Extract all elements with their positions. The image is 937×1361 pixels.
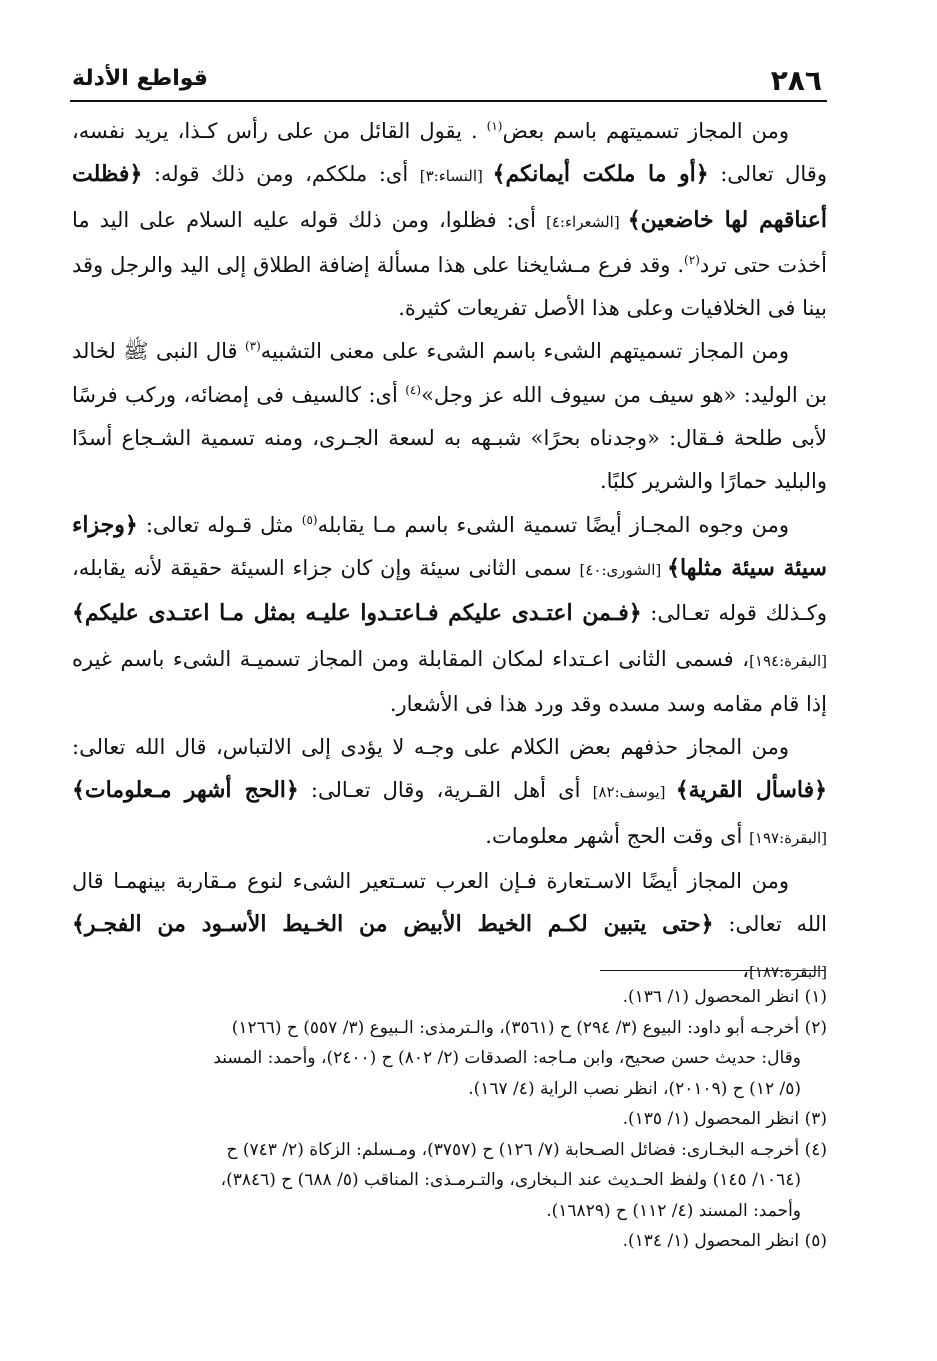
footnote-marker: (٢): [684, 252, 700, 267]
footnote-number: (٢): [804, 1017, 827, 1038]
footnote-number: (٤): [804, 1139, 827, 1160]
footnote-text: (٥/ ١٢) ح (٢٠١٠٩)، انظر نصب الراية (٤/ ١٦٧).: [468, 1078, 801, 1099]
footnote-text: انظر المحصول (١/ ١٣٦).: [622, 987, 800, 1007]
quran-verse: ﴿حتى يتبين لكـم الخيط الأبيض من الخـيط الأسـود من الفجـر﴾: [72, 911, 714, 938]
verse-reference: [البقرة:١٩٤]: [749, 651, 827, 670]
footnote-marker: (٥): [301, 512, 318, 527]
quran-verse: ﴿فظلت أعناقهم لها خاضعين﴾: [72, 161, 828, 233]
verse-reference: [البقرة:١٩٧]: [749, 828, 827, 847]
paragraph-metaphor: [72, 860, 827, 994]
quran-verse: ﴿الحج أشهر مـعلومات﴾: [72, 777, 299, 804]
text: أى وقت الحج أشهر معلومات.: [485, 823, 750, 848]
footnote-separator: [600, 970, 825, 971]
footnote-number: (١): [804, 987, 827, 1007]
running-head: [72, 60, 824, 100]
footnote-text: وأحمد: المسند (٤/ ١١٢) ح (١٦٨٢٩).: [546, 1200, 801, 1221]
footnote-marker: (٣): [244, 339, 261, 354]
book-title: قواطع الأدلة: [72, 66, 208, 91]
verse-reference: [البقرة:١٨٧]: [749, 962, 827, 981]
footnote-1: [72, 982, 827, 1013]
text: . وقد فرع مـشايخنا على هذا مسألة إضافة الطلاق إلى اليد والرجل وقد بينا فى الخلافيات وعلى هذا الأصل تفريعات كثيرة.: [72, 252, 827, 321]
verse-reference: [الشعراء:٤]: [546, 212, 628, 231]
verse-reference: [النساء:٣]: [419, 167, 493, 186]
footnote-2: [72, 1013, 827, 1105]
text: أى: ملككم، ومن ذلك قوله:: [142, 162, 420, 187]
footnotes: [72, 982, 827, 1257]
text: قال النبى ﷺ لخالد بن الوليد: «هو سيف من سيوف الله عز وجل»: [72, 339, 827, 407]
quran-verse: ﴿أو ما ملكت أيمانكم﴾: [492, 161, 709, 188]
page-number: ٢٨٦: [770, 64, 822, 97]
text: مثل قـوله تعالى:: [137, 512, 302, 537]
text: أى: كالسيف فى إمضائه، وركب فرسًا لأبى طلحة فـقال: «وجدناه بحرًا» شبـهه به لسعة الجـرى، ومنه تسمية الشـجاع أسدًا والبليد حمارًا والشرير كلبًا.: [72, 382, 827, 494]
footnote-text: (١٠٦٤/ ١٤٥) ولفظ الحـديث عند الـبخارى، والتـرمـذى: المناقب (٥/ ٦٨٨) ح (٣٨٤٦)،: [220, 1170, 801, 1190]
footnote-text: أخرجـه أبو داود: البيوع (٣/ ٢٩٤) ح (٣٥٦١)، والـترمذى: الـبيوع (٣/ ٥٥٧) ح (١٢٦٦): [231, 1017, 800, 1038]
text: أى أهل القـرية، وقال تعـالى:: [298, 778, 593, 803]
footnote-text: انظر المحصول (١/ ١٣٥).: [622, 1109, 800, 1129]
main-text: [72, 110, 827, 994]
text: أى: فظلوا، ومن ذلك قوله عليه السلام على اليد ما أخذت حتى ترد: [72, 207, 827, 277]
quran-verse: ﴿فاسأل القرية﴾: [675, 777, 827, 804]
text: ومن المجاز تسميتهم الشىء باسم الشىء على معنى التشبيه: [260, 339, 790, 364]
text: ومن المجاز تسميتهم باسم بعض: [502, 119, 789, 143]
footnote-marker: (١): [486, 119, 503, 133]
paragraph-counterpart: [72, 504, 827, 726]
footnote-4: [72, 1135, 827, 1227]
text: ومن وجوه المجـاز أيضًا تسمية الشىء باسم مـا يقابله: [317, 512, 789, 537]
paragraph-ellipsis: [72, 726, 827, 860]
text: ، فسمى الثانى اعـتداء لمكان المقابلة ومن المجاز تسميـة الشىء باسم غيره إذا قام مقامه وسد مسده وقد ورد هذا فى الأشعار.: [72, 646, 827, 716]
header-rule: [70, 100, 827, 102]
quran-verse: ﴿وجزاء سيئة سيئة مثلها﴾: [72, 511, 827, 581]
text: ومن المجاز أيضًا الاسـتعارة فـإن العرب تسـتعير الشىء لنوع مـقاربة بينهمـا قال الله تعالى:: [72, 869, 827, 937]
paragraph-simile: [72, 330, 827, 503]
verse-reference: [يوسف:٨٢]: [592, 783, 676, 802]
text: ومن المجاز حذفهم بعض الكلام على وجـه لا يؤدى إلى الالتباس، قال الله تعالى:: [72, 735, 789, 760]
text: . يقول القائل من على رأس كـذا، يريد نفسه، وقال تعالى:: [72, 119, 827, 187]
quran-verse: ﴿فـمن اعتـدى عليكم فـاعتـدوا عليـه بمثل مـا اعتـدى عليكم﴾: [72, 600, 642, 627]
footnote-text: وقال: حديث حسن صحيح، وابن مـاجه: الصدقات (٢/ ٨٠٢) ح (٢٤٠٠)، وأحمد: المسند: [213, 1048, 801, 1068]
footnote-5: [72, 1226, 827, 1257]
footnote-3: [72, 1104, 827, 1135]
footnote-text: انظر المحصول (١/ ١٣٤).: [622, 1231, 800, 1251]
verse-reference: [الشورى:٤٠]: [579, 560, 668, 579]
footnote-text: أخرجـه البخـارى: فضائل الصـحابة (٧/ ١٢٦) ح (٣٧٥٧)، ومـسلم: الزكاة (٢/ ٧٤٣) ح: [226, 1139, 800, 1160]
footnote-number: (٣): [804, 1109, 827, 1129]
text: سمى الثانى سيئة وإن كان جزاء السيئة حقيقة لأنه يقابله، وكـذلك قوله تعـالى:: [72, 555, 827, 626]
footnote-marker: (٤): [405, 382, 422, 397]
text: ،: [742, 957, 750, 982]
footnote-number: (٥): [804, 1231, 827, 1251]
paragraph-metonymy: [72, 110, 827, 330]
